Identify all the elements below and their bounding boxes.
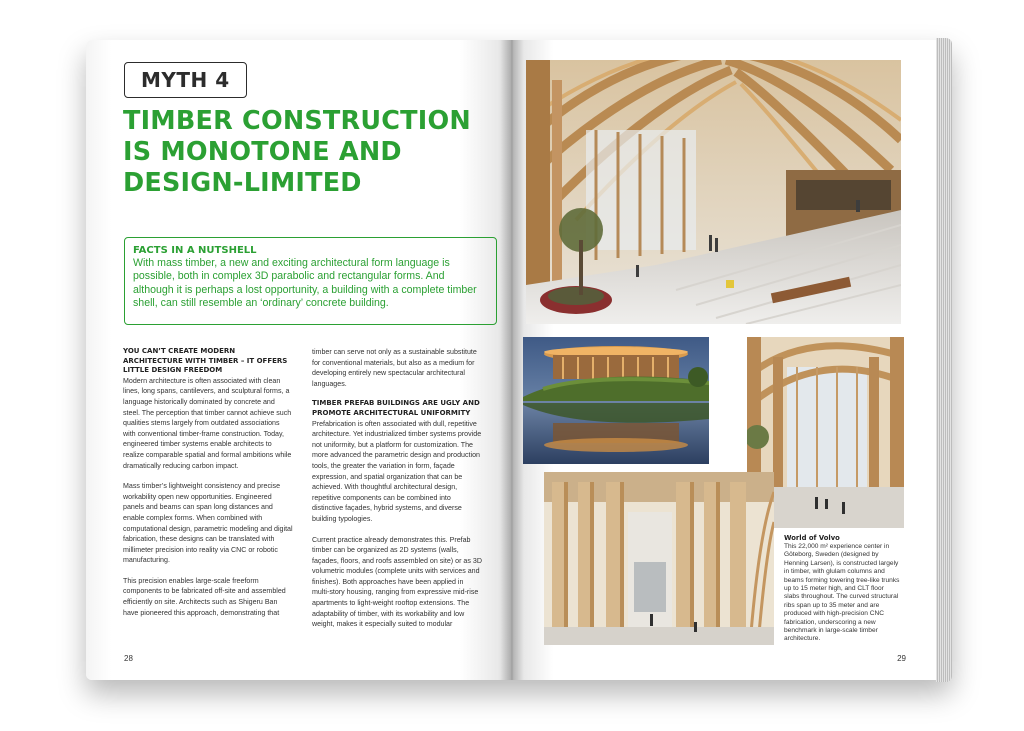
- photo-atrium-interior: [526, 60, 901, 324]
- photo-caption: [776, 528, 904, 644]
- page-number-left: 28: [124, 654, 133, 663]
- left-page: [86, 40, 511, 680]
- page-number-right: 29: [897, 654, 906, 663]
- facts-text: With mass timber, a new and exciting architectural form language is possible, both in complex 3D parabolic and rectangular forms. And although it is perhaps a lost opportunity, a building with a complete timber shell, can still resemble an ‘ordinary’ concrete building.: [133, 257, 477, 310]
- page-headline: [123, 106, 483, 199]
- paragraph: Modern architecture is often associated with clean lines, long spans, cantilevers, and sculptural forms, a language historically dominated by concrete and steel. The perception that timber cannot achieve such qualities stems largely from outdated associations with conventional timber-frame construction. Today, engineered timber systems enable architects to realize comparable spatial and formal ambitions while dramatically reducing carbon impact.: [123, 376, 292, 470]
- paragraph: timber can serve not only as a sustainable substitute for conventional materials, but also as a medium for developing entirely new spectacular architectural languages.: [312, 348, 477, 388]
- caption-title: World of Volvo: [784, 534, 840, 542]
- page-edges: [936, 38, 952, 682]
- paragraph: This precision enables large-scale freeform components to be fabricated off-site and assembled efficiently on site. Architects such as Shigeru Ban have pioneered this approach, demonstrating that: [123, 576, 286, 617]
- caption-text: This 22,000 m² experience center in Göteborg, Sweden (designed by Henning Larsen), is constructed largely in timber, with glulam columns and beams forming towering tree-like trunks up to 15 meter high, and CLT floor slabs throughout. The curved structural ribs span up to 35 meter and are produced with high-precision CNC fabrication, underscoring a new benchmark in large-scale timber architecture.: [784, 543, 900, 643]
- book-gutter: [500, 40, 524, 680]
- paragraph: Current practice already demonstrates this. Prefab timber can be organized as 2D systems (walls, façades, floors, and roofs assembled on site) or as 3D volumetric modules (complete units with services and finishes). Both approaches have been applied in multi-story housing, ranging from expressive mid-rise apartments to light-weight rooftop extensions. The adaptability of timber, with its workability and low weight, makes it especially suited to modular: [312, 535, 482, 629]
- paragraph: Mass timber’s lightweight consistency and precise workability open new opportunities. Engineered panels and beams can span long distances and enable complex forms. When combined with computational design, parametric modeling and digital fabrication, these designs can be translated with millimeter precision into reality via CNC or robotic manufacturing.: [123, 482, 293, 565]
- text-column-2: [312, 347, 482, 640]
- headline-line-3: DESIGN-LIMITED: [123, 168, 362, 198]
- photo-building-exterior: [523, 337, 709, 464]
- facts-box: [124, 237, 497, 325]
- section-heading-creativity: YOU CAN’T CREATE MODERN ARCHITECTURE WITH TIMBER – IT OFFERS LITTLE DESIGN FREEDOM: [123, 347, 288, 375]
- headline-line-2: IS MONOTONE AND: [123, 137, 402, 167]
- headline-line-1: TIMBER CONSTRUCTION: [123, 106, 471, 136]
- right-page: [511, 40, 936, 680]
- paragraph: Prefabrication is often associated with dull, repetitive architecture. Yet industrialized timber systems provide not uniformity, but a platform for customization. The more advanced the parametric design and production tools, the greater the variation in form, façade expression, and spatial organization that can be achieved. With thoughtful architectural design, repetitive components can be combined into distinctive façades, hybrid systems, and diverse building typologies.: [312, 419, 482, 523]
- facts-title: FACTS IN A NUTSHELL: [133, 245, 257, 256]
- text-column-1: [123, 347, 293, 628]
- photo-timber-columns: [544, 472, 774, 645]
- myth-label-box: [124, 62, 247, 98]
- myth-label: MYTH 4: [141, 68, 230, 92]
- section-heading-prefab: TIMBER PREFAB BUILDINGS ARE UGLY AND PROMOTE ARCHITECTURAL UNIFORMITY: [312, 399, 480, 417]
